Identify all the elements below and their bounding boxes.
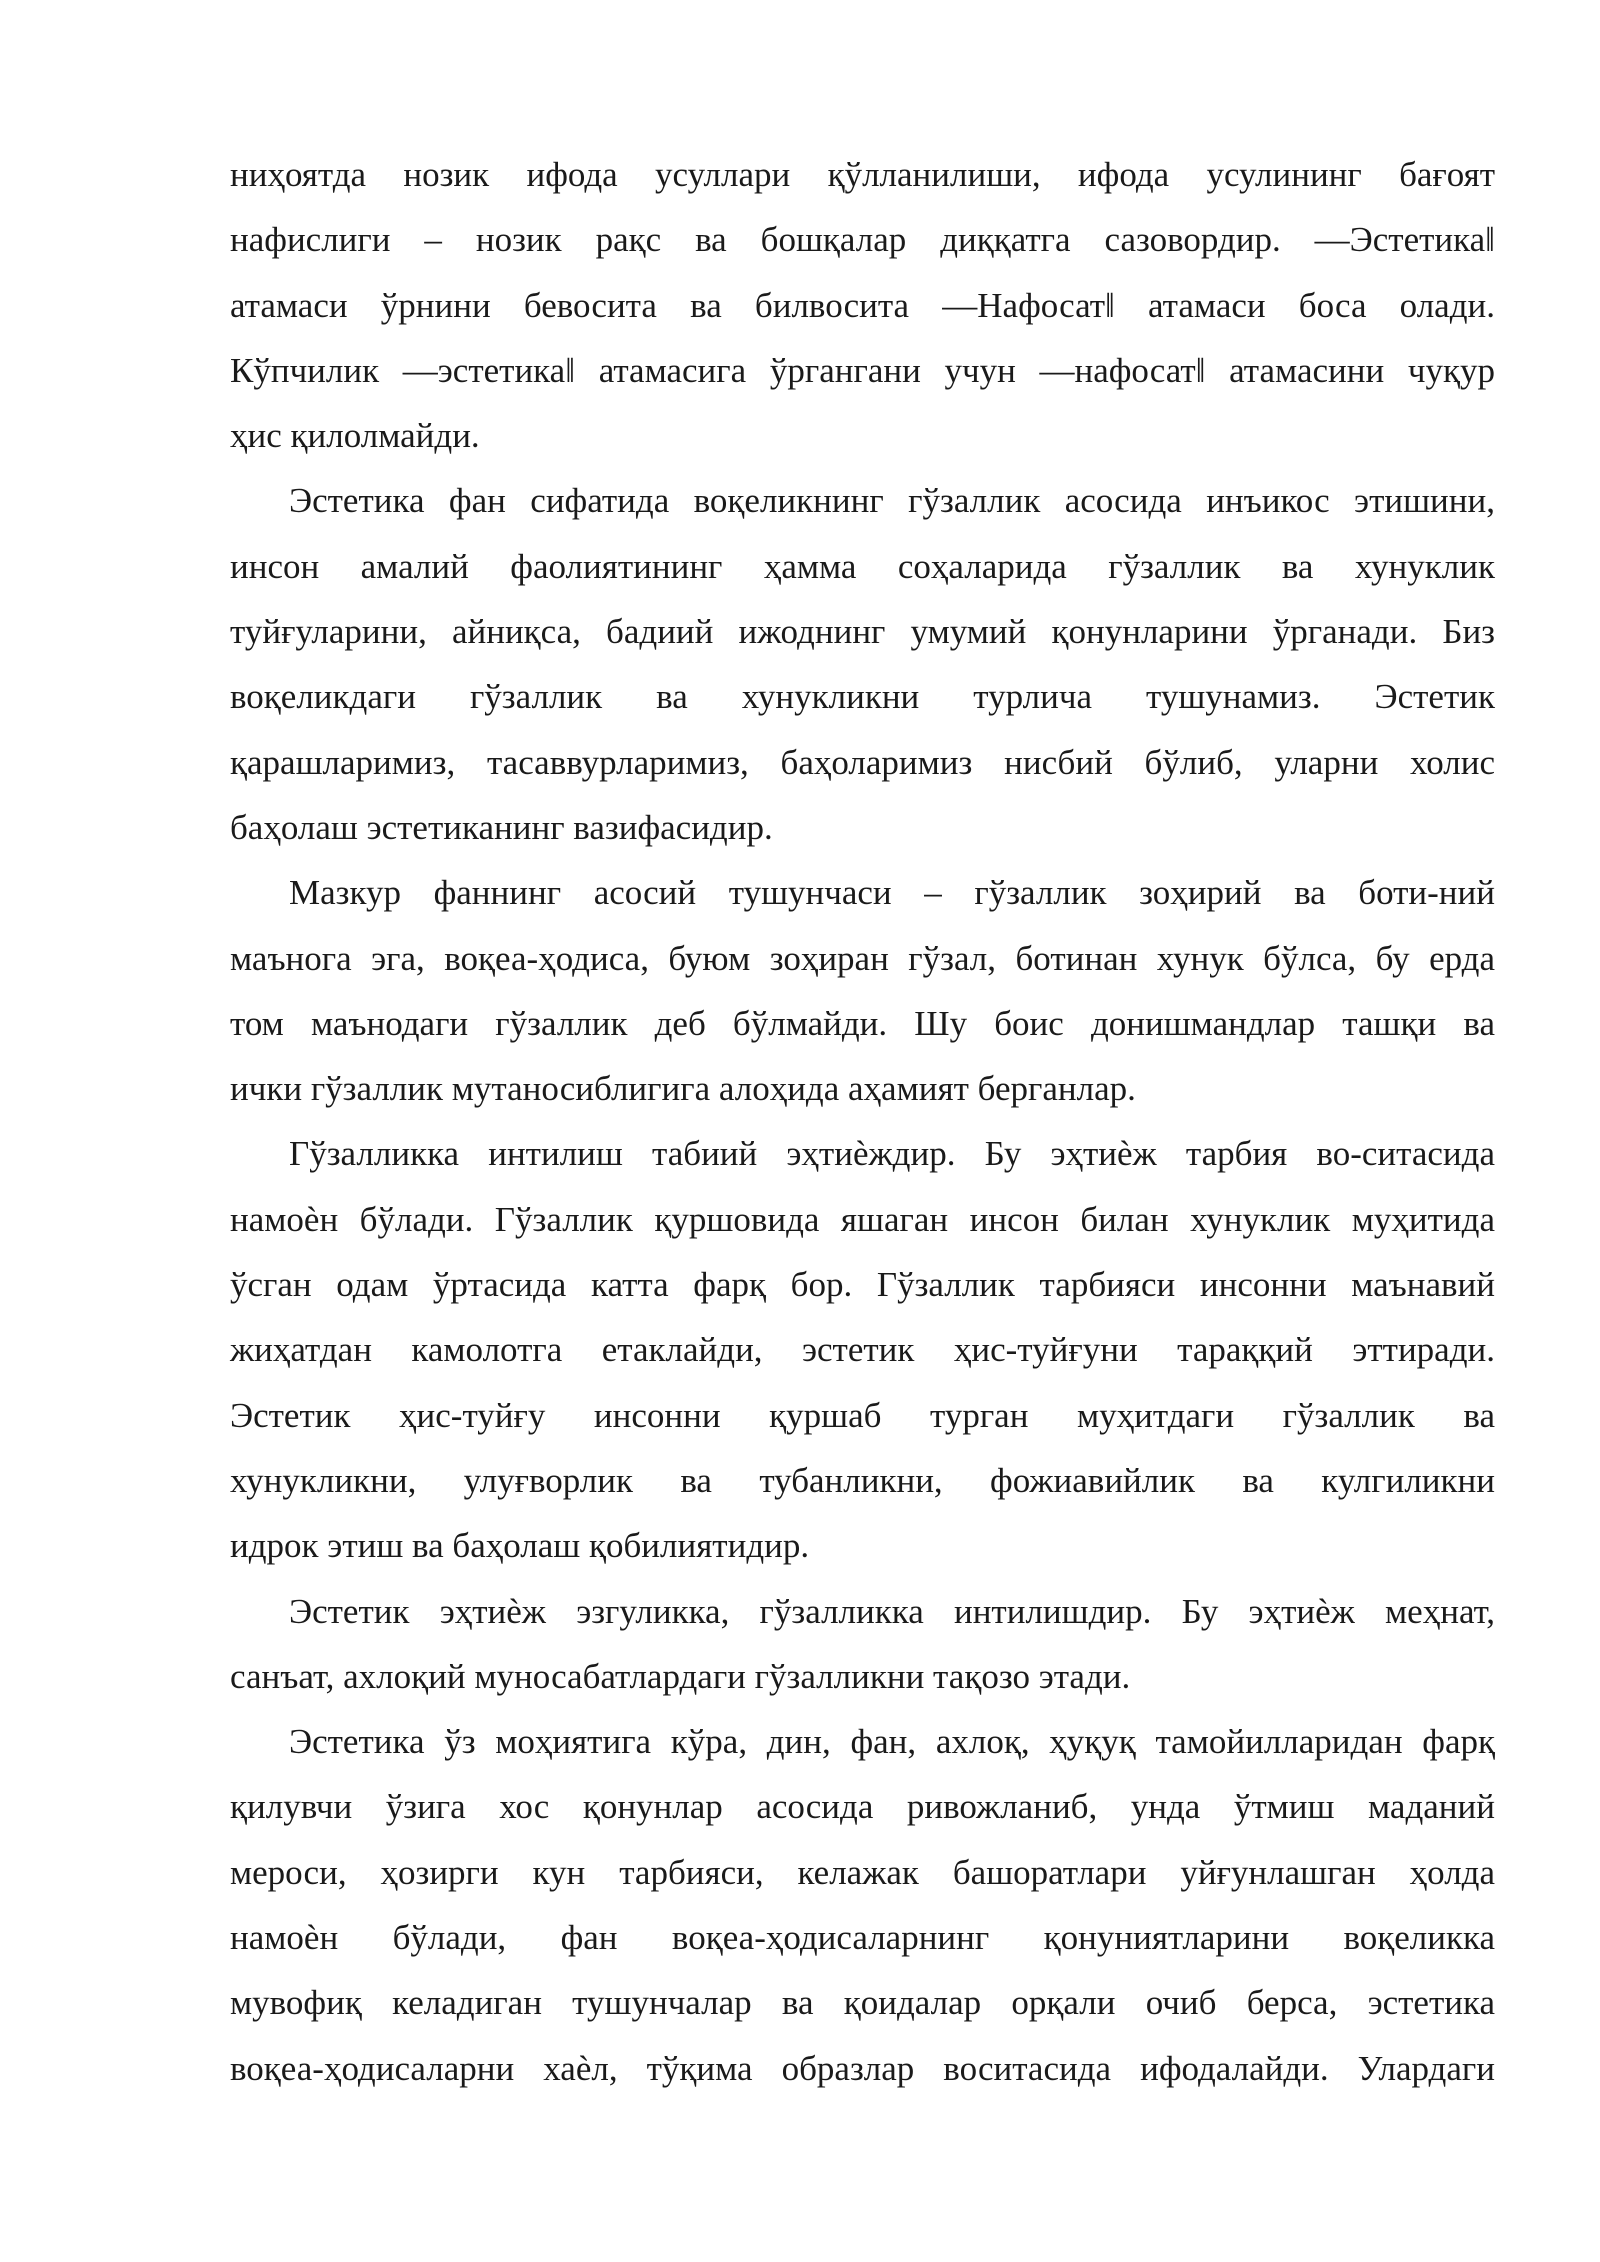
- text-line: ички гўзаллик мутаносиблигига алоҳида аҳамият берганлар.: [230, 1069, 1136, 1109]
- text-line: Эстетика ўз моҳиятига кўра, дин, фан, ахлоқ, ҳуқуқ тамойилларидан фарқ: [289, 1722, 1495, 1762]
- text-line: Гўзалликка интилиш табиий эҳтиѐждир. Бу эҳтиѐж тарбия во-ситасида: [289, 1134, 1495, 1174]
- document-page: [230, 142, 1495, 2101]
- text-line: ҳис қилолмайди.: [230, 416, 480, 456]
- text-line: қарашларимиз, тасаввурларимиз, баҳоларимиз нисбий бўлиб, уларни холис: [230, 742, 1495, 782]
- text-line: том маънодаги гўзаллик деб бўлмайди. Шу боис донишмандлар ташқи ва: [230, 1003, 1495, 1043]
- text-line: Мазкур фаннинг асосий тушунчаси – гўзаллик зоҳирий ва боти-ний: [289, 873, 1495, 913]
- text-line: Эстетик ҳис-туйғу инсонни қуршаб турган муҳитдаги гўзаллик ва: [230, 1395, 1495, 1435]
- text-line: ўсган одам ўртасида катта фарқ бор. Гўзаллик тарбияси инсонни маънавий: [230, 1265, 1495, 1305]
- text-line: Эстетик эҳтиѐж эзгуликка, гўзалликка интилишдир. Бу эҳтиѐж меҳнат,: [289, 1591, 1495, 1631]
- paragraph-4: [230, 1121, 1495, 1578]
- text-line: ниҳоятда нозик ифода усуллари қўлланилиши, ифода усулининг бағоят: [230, 155, 1495, 194]
- text-line: санъат, ахлоқий муносабатлардаги гўзалликни тақозо этади.: [230, 1656, 1131, 1696]
- text-line: нафислиги – нозик рақс ва бошқалар диққатга сазовордир. ―Эстетика‖: [230, 220, 1495, 260]
- paragraph-1: [230, 142, 1495, 468]
- text-line: баҳолаш эстетиканинг вазифасидир.: [230, 807, 773, 847]
- text-line: маънога эга, воқеа-ҳодиса, буюм зоҳиран гўзал, ботинан хунук бўлса, бу ерда: [230, 938, 1495, 978]
- text-line: мувофиқ келадиган тушунчалар ва қоидалар орқали очиб берса, эстетика: [230, 1983, 1495, 2023]
- text-line: идрок этиш ва баҳолаш қобилиятидир.: [230, 1526, 810, 1566]
- text-line: хунукликни, улуғворлик ва тубанликни, фожиавийлик ва кулгиликни: [230, 1460, 1495, 1500]
- text-line: воқеа-ҳодисаларни хаѐл, тўқима образлар воситасида ифодалайди. Улардаги: [230, 2048, 1495, 2088]
- text-line: Эстетика фан сифатида воқеликнинг гўзаллик асосида инъикос этишини,: [289, 481, 1495, 521]
- text-line: намоѐн бўлади. Гўзаллик қуршовида яшаган инсон билан хунуклик муҳитида: [230, 1199, 1495, 1239]
- paragraph-2: [230, 468, 1495, 860]
- text-line: воқеликдаги гўзаллик ва хунукликни турлича тушунамиз. Эстетик: [230, 677, 1495, 717]
- paragraph-5: [230, 1579, 1495, 1710]
- paragraph-3: [230, 860, 1495, 1121]
- text-line: қилувчи ўзига хос қонунлар асосида ривожланиб, унда ўтмиш маданий: [230, 1787, 1495, 1827]
- text-line: Кўпчилик ―эстетика‖ атамасига ўргангани учун ―нафосат‖ атамасини чуқур: [230, 350, 1495, 390]
- text-line: атамаси ўрнини бевосита ва билвосита ―Нафосат‖ атамаси боса олади.: [230, 285, 1495, 325]
- text-line: мероси, ҳозирги кун тарбияси, келажак башоратлари уйғунлашган ҳолда: [230, 1852, 1495, 1892]
- text-line: туйғуларини, айниқса, бадиий ижоднинг умумий қонунларини ўрганади. Биз: [230, 612, 1495, 652]
- text-line: намоѐн бўлади, фан воқеа-ҳодисаларнинг қонуниятларини воқеликка: [230, 1918, 1495, 1958]
- paragraph-6: [230, 1709, 1495, 2101]
- text-line: жиҳатдан камолотга етаклайди, эстетик ҳис-туйғуни тараққий эттиради.: [230, 1330, 1495, 1370]
- text-line: инсон амалий фаолиятининг ҳамма соҳаларида гўзаллик ва хунуклик: [230, 546, 1495, 586]
